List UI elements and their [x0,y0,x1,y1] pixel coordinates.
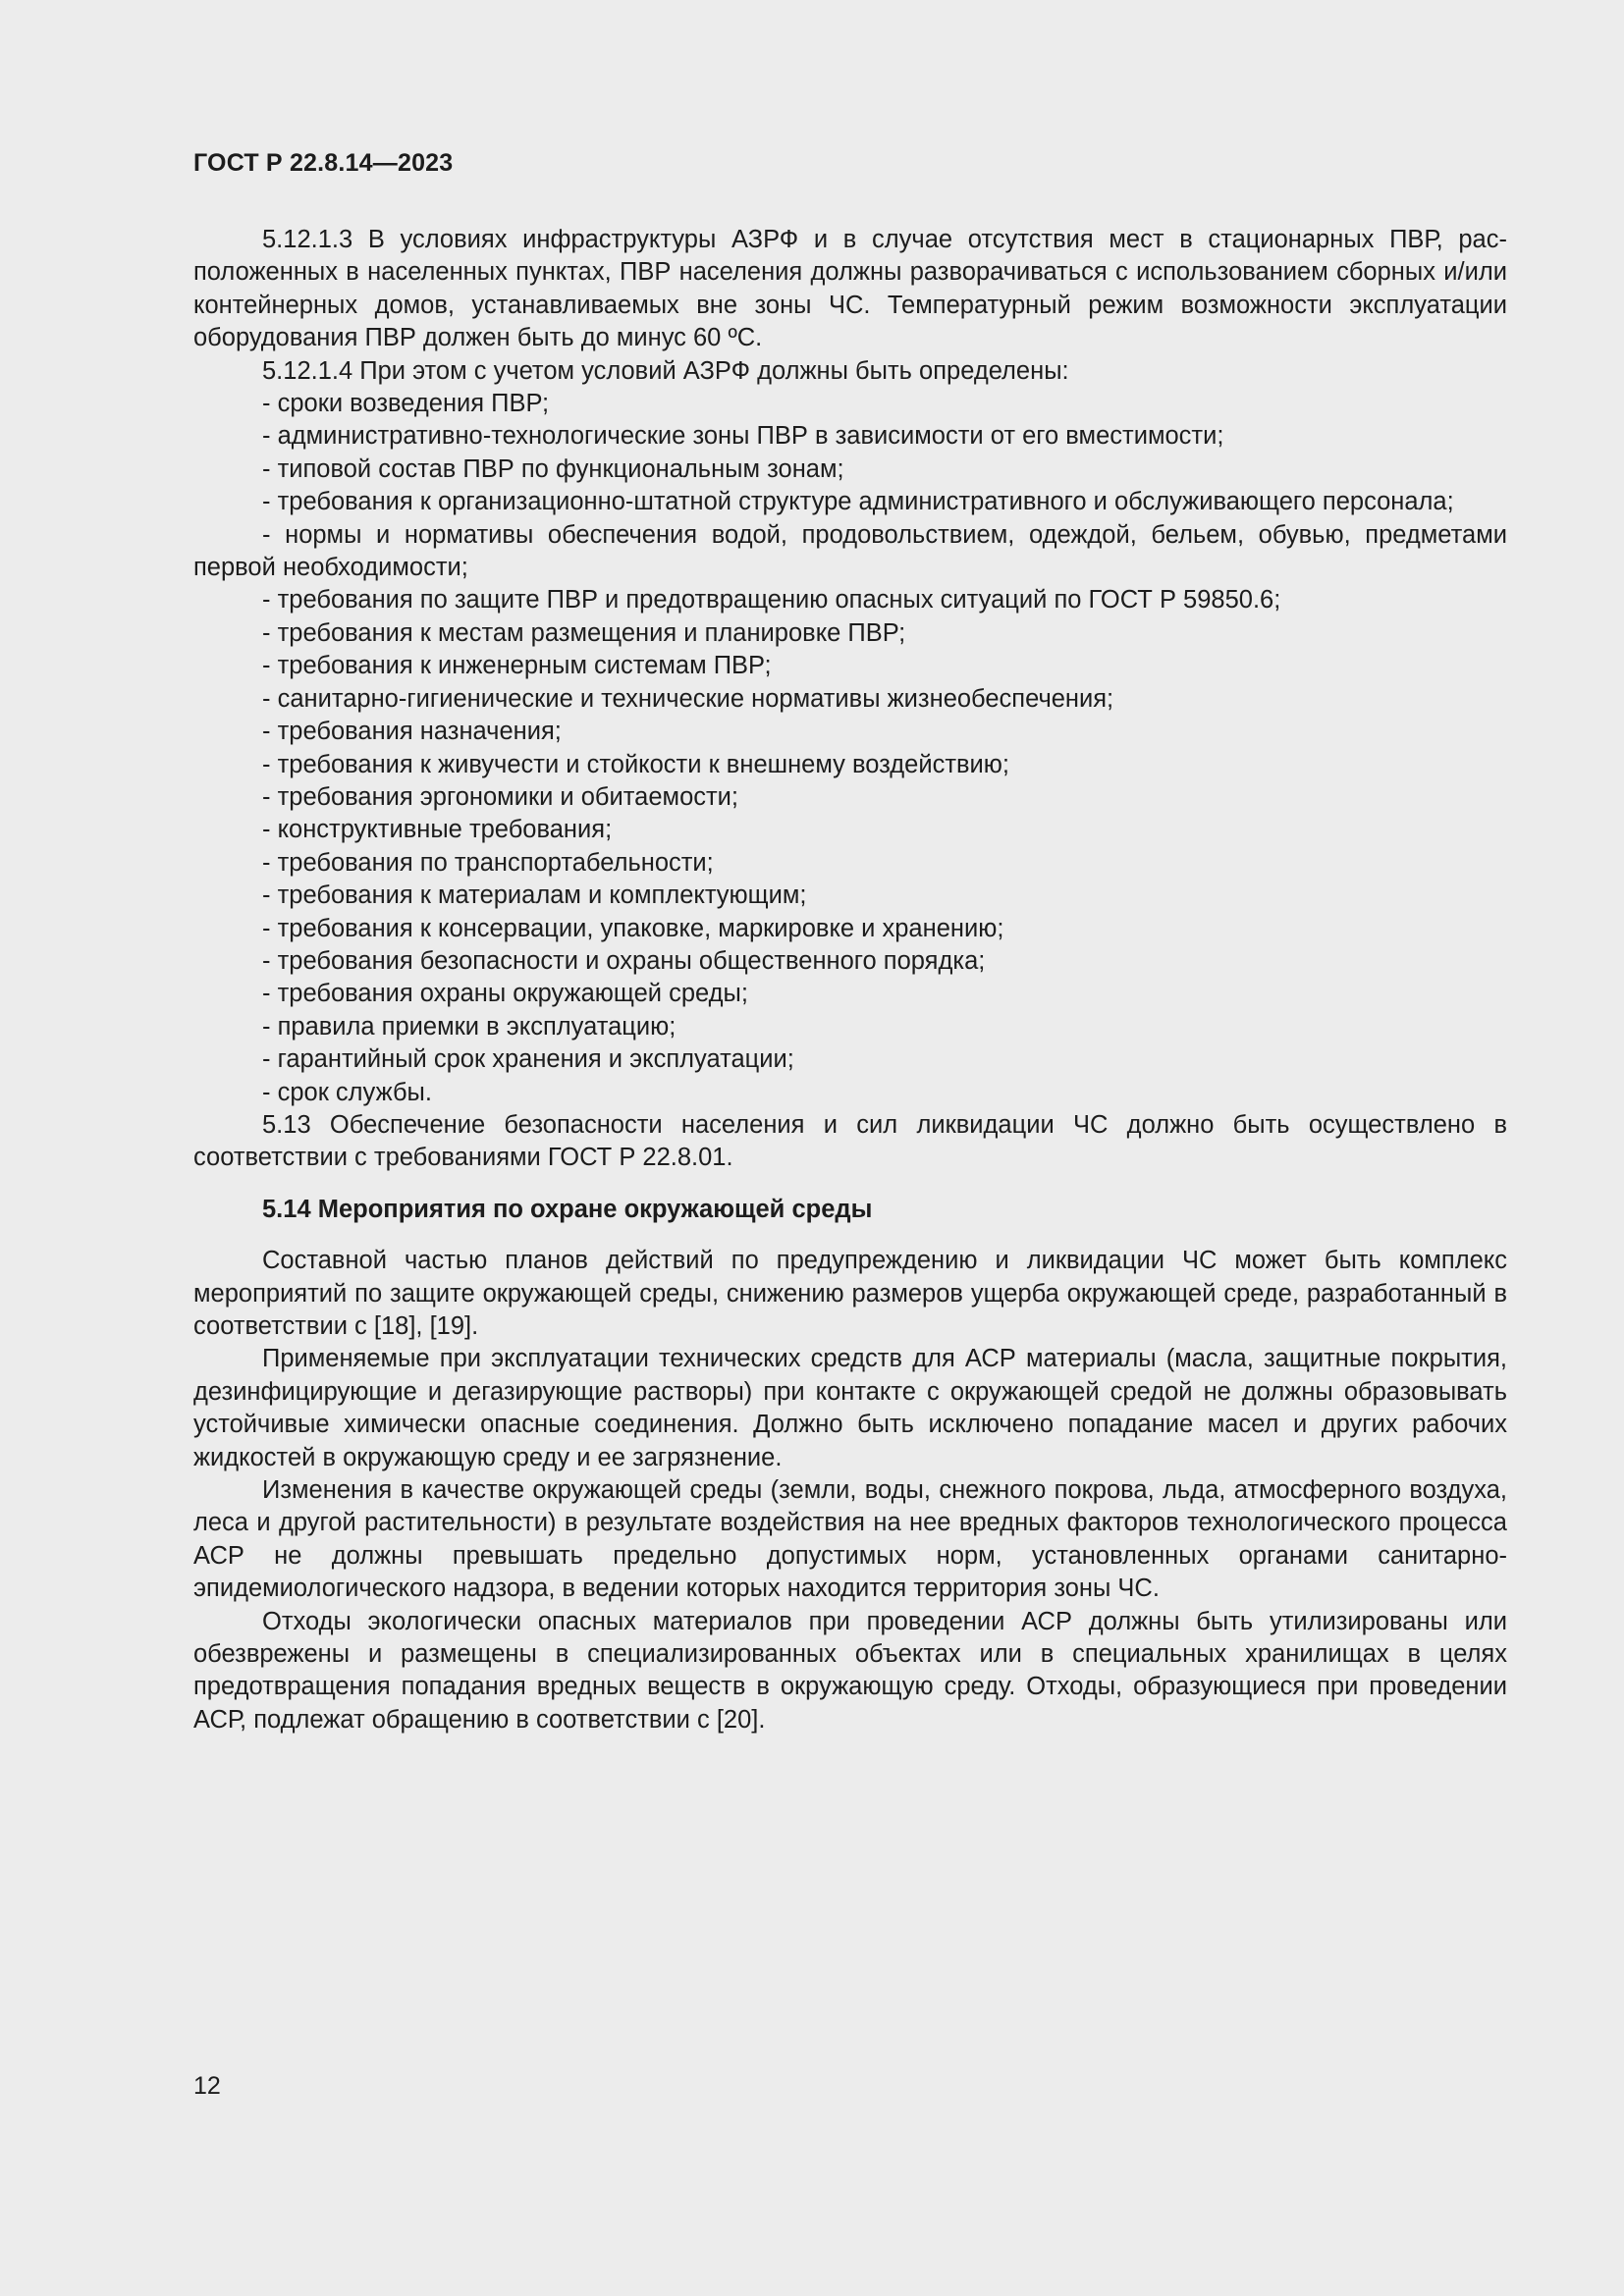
list-item: - требования к местам размещения и планировке ПВР; [262,618,906,647]
paragraph-5-13: 5.13 Обеспечение безопасности населения и сил ликвидации ЧС должно быть осуществлено в соответствии с требованиями ГОСТ Р 22.8.01. [193,1110,1507,1172]
list-item: - требования к организационно-штатной структуре административного и обслуживающего персонала; [262,488,1454,516]
list-item: - требования охраны окружающей среды; [262,980,748,1008]
list-item: - административно-технологические зоны ПВР в зависимости от его вместимости; [262,422,1224,451]
list-item: - требования безопасности и охраны общественного порядка; [262,946,986,975]
paragraph-5-12-1-3: 5.12.1.3 В условиях инфраструктуры АЗРФ и в случае отсутствия мест в стационарных ПВР, расположенных в населенных пунктах, ПВР населения должны разворачиваться с использованием сборных и/или контейнерных домов, устанавливаемых вне зоны ЧС. Температурный режим возможности эксплуатации оборудования ПВР должен быть до минус 60 ºС. [193,226,1507,352]
paragraph-5-12-1-4: 5.12.1.4 При этом с учетом условий АЗРФ должны быть определены: [262,356,1069,385]
list-item: - санитарно-гигиенические и технические нормативы жизнеобеспечения; [262,684,1114,713]
document-code-header: ГОСТ Р 22.8.14—2023 [193,149,454,177]
list-item: - требования к консервации, упаковке, маркировке и хранению; [262,914,1004,942]
list-item: - типовой состав ПВР по функциональным зонам; [262,454,844,483]
section-paragraph: Изменения в качестве окружающей среды (земли, воды, снежного покрова, льда, атмосферного воздуха, леса и другой растительности) в результате воздействия на нее вредных факторов технологического процесса АСР не должны превышать предельно допустимых норм, установленных органами санитарно-эпидемиологического надзора, в ведении которых находится территория зоны ЧС. [193,1476,1507,1603]
page-number: 12 [193,2072,221,2100]
list-item: - нормы и нормативы обеспечения водой, продовольствием, одеждой, бельем, обувью, предметами первой необходимости; [193,520,1507,582]
list-item: - сроки возведения ПВР; [262,390,550,418]
list-item: - требования к материалам и комплектующим; [262,881,807,910]
list-item: - правила приемки в эксплуатацию; [262,1012,677,1041]
document-body [193,224,1507,1736]
list-item: - конструктивные требования; [262,816,613,844]
section-heading: 5.14 Мероприятия по охране окружающей среды [262,1195,873,1223]
list-item: - требования по транспортабельности; [262,848,714,877]
list-item: - срок службы. [262,1078,432,1106]
list-item: - требования к инженерным системам ПВР; [262,652,772,680]
section-paragraph: Применяемые при эксплуатации технических средств для АСР материалы (масла, защитные покрытия, дезинфицирующие и дегазирующие растворы) при контакте с окружающей средой не должны образовывать устойчивые химически опасные соединения. Должно быть исключено попадание масел и других рабочих жидкостей в окружающую среду и ее загрязнение. [193,1345,1507,1471]
section-paragraph: Отходы экологически опасных материалов при проведении АСР должны быть утилизированы или обезврежены и размещены в специализированных объектах или в специальных хранилищах в целях предотвращения попадания вредных веществ в окружающую среду. Отходы, образующиеся при проведении АСР, подлежат обращению в соответствии с [20]. [193,1607,1507,1734]
list-item: - требования по защите ПВР и предотвращению опасных ситуаций по ГОСТ Р 59850.6; [262,586,1281,614]
section-paragraph: Составной частью планов действий по предупреждению и ликвидации ЧС может быть комплекс мероприятий по защите окружающей среды, снижению размеров ущерба окружающей среде, разработанный в соответствии с [18], [19]. [193,1247,1507,1340]
list-item: - требования эргономики и обитаемости; [262,782,739,811]
list-item: - требования к живучести и стойкости к внешнему воздействию; [262,750,1010,778]
list-item: - гарантийный срок хранения и эксплуатации; [262,1045,794,1074]
list-item: - требования назначения; [262,718,562,746]
